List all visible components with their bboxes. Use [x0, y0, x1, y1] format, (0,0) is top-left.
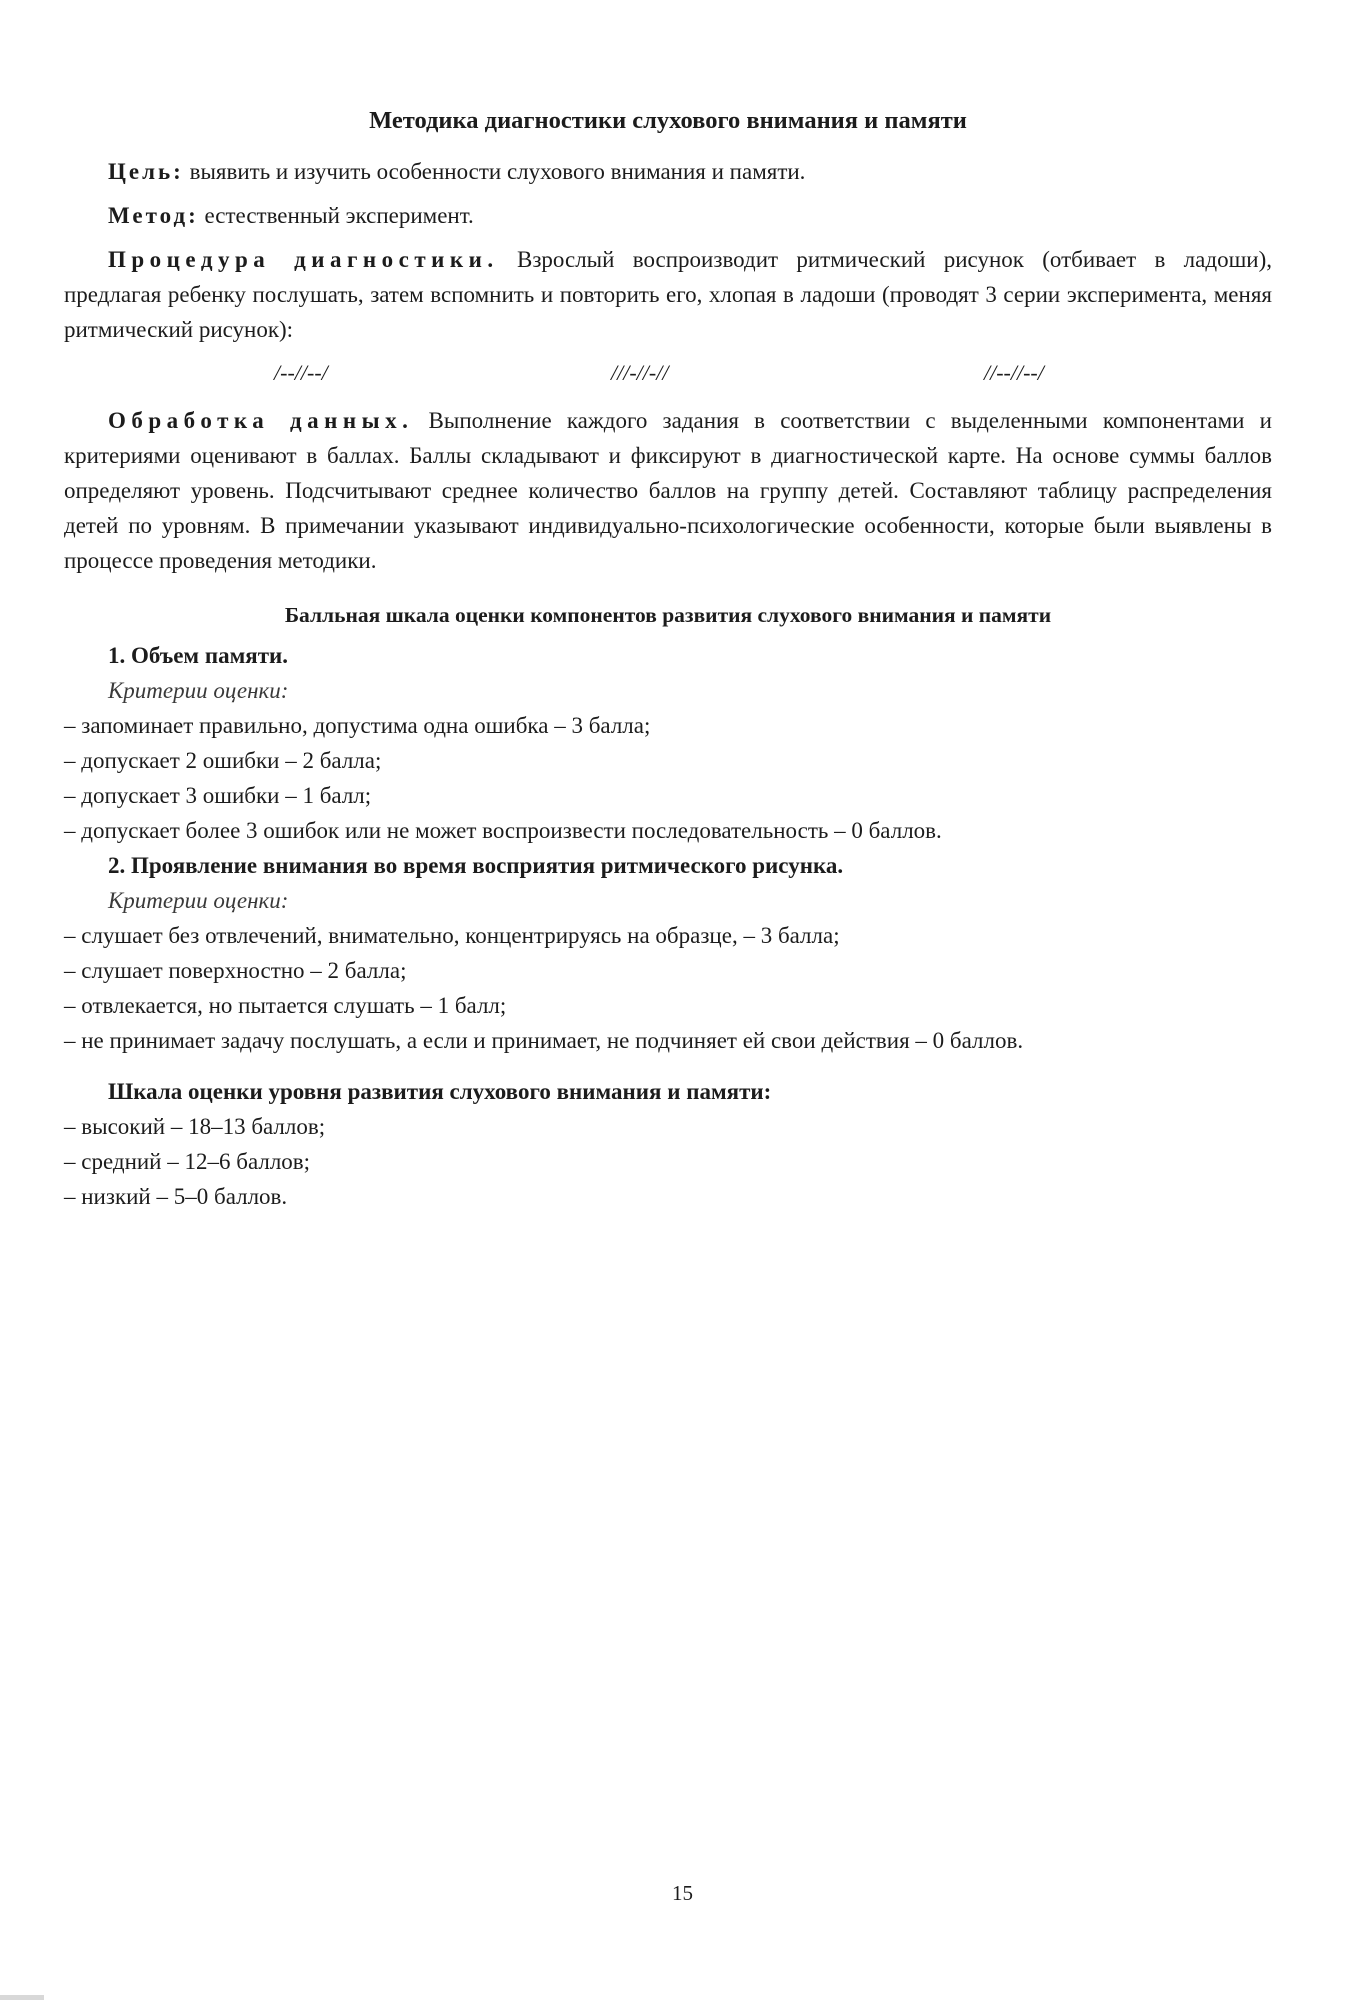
criteria-item: – отвлекается, но пытается слушать – 1 балл;	[64, 993, 507, 1018]
rhythm-pattern-2: ///-//-//	[611, 360, 669, 385]
procedure-text: Взрослый воспроизводит ритмический рисунок (отбивает в ладоши), предлагая ребенку послушать, затем вспомнить и повторить его, хлопая в ладоши (проводят 3 серии эксперимента, меняя ритмический рисунок):	[64, 247, 1272, 342]
method-label: Метод:	[108, 203, 199, 228]
section-attention	[64, 848, 1272, 1058]
page-number: 15	[672, 1881, 693, 1905]
criteria-item: – допускает более 3 ошибок или не может воспроизвести последовательность – 0 баллов.	[64, 818, 942, 843]
rhythm-pattern-3: //--//--/	[984, 360, 1044, 385]
level-scale-heading: Шкала оценки уровня развития слухового внимания и памяти:	[108, 1079, 772, 1104]
processing-paragraph	[64, 403, 1272, 578]
goal-paragraph	[64, 154, 1272, 189]
scan-edge-mark	[0, 1995, 44, 2000]
method-paragraph	[64, 198, 1272, 233]
procedure-paragraph	[64, 242, 1272, 347]
level-item: – средний – 12–6 баллов;	[64, 1149, 311, 1174]
document-title: Методика диагностики слухового внимания и памяти	[369, 107, 967, 134]
processing-text: Выполнение каждого задания в соответствии с выделенными компонентами и критериями оценивают в баллах. Баллы складывают и фиксируют в диагностической карте. На основе суммы баллов определяют уровень. Подсчитывают среднее количество баллов на группу детей. Составляют таблицу распределения детей по уровням. В примечании указывают индивидуально-психологические особенности, которые были выявлены в процессе проведения методики.	[64, 408, 1272, 573]
level-scale	[64, 1074, 1272, 1214]
section-heading: 2. Проявление внимания во время восприятия ритмического рисунка.	[108, 853, 844, 878]
method-text: естественный эксперимент.	[204, 203, 474, 228]
criteria-item: – допускает 3 ошибки – 1 балл;	[64, 783, 372, 808]
criteria-label: Критерии оценки:	[108, 678, 289, 703]
criteria-item: – запоминает правильно, допустима одна ошибка – 3 балла;	[64, 713, 651, 738]
criteria-label: Критерии оценки:	[108, 888, 289, 913]
section-memory-volume	[64, 638, 1272, 848]
rhythm-pattern-1: /--//--/	[274, 360, 328, 385]
criteria-item: – допускает 2 ошибки – 2 балла;	[64, 748, 382, 773]
page-content	[64, 104, 1272, 1214]
scale-title: Балльная шкала оценки компонентов развития слухового внимания и памяти	[284, 603, 1052, 627]
section-heading: 1. Объем памяти.	[108, 643, 289, 668]
rhythm-patterns	[64, 355, 1272, 393]
criteria-item: – слушает без отвлечений, внимательно, концентрируясь на образце, – 3 балла;	[64, 923, 840, 948]
goal-label: Цель:	[108, 159, 184, 184]
processing-label: Обработка данных.	[108, 408, 414, 433]
goal-text: выявить и изучить особенности слухового внимания и памяти.	[189, 159, 806, 184]
criteria-item: – слушает поверхностно – 2 балла;	[64, 958, 407, 983]
level-item: – низкий – 5–0 баллов.	[64, 1184, 288, 1209]
procedure-label: Процедура диагностики.	[108, 247, 499, 272]
criteria-item: – не принимает задачу послушать, а если и принимает, не подчиняет ей свои действия – 0 баллов.	[64, 1028, 1024, 1053]
level-item: – высокий – 18–13 баллов;	[64, 1114, 326, 1139]
